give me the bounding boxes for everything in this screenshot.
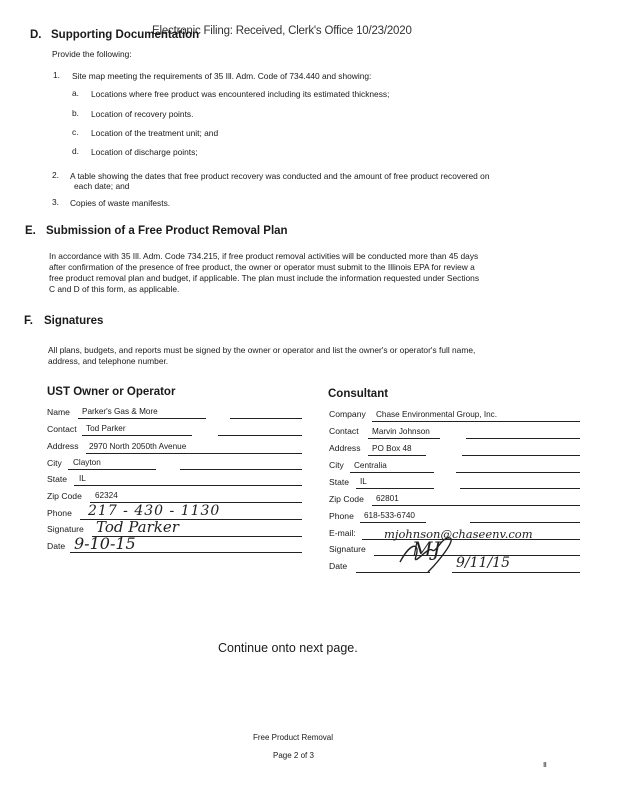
consultant-state-label: State — [329, 477, 350, 487]
owner-address-value: 2970 North 2050th Avenue — [89, 442, 187, 451]
section-e-title: Submission of a Free Product Removal Plan — [46, 225, 288, 237]
d-item-2-number: 2. — [52, 170, 59, 180]
section-d-letter: D. — [30, 29, 42, 41]
section-f-line-2: address, and telephone number. — [48, 356, 169, 366]
owner-phone-value: 217 - 430 - 1130 — [88, 503, 221, 519]
owner-date-line — [70, 552, 302, 553]
owner-heading: UST Owner or Operator — [47, 386, 176, 398]
owner-state-value: IL — [79, 474, 86, 483]
footer-scan-mark: III — [543, 762, 546, 769]
consultant-email-line — [362, 539, 580, 540]
owner-date-value: 9-10-15 — [74, 534, 136, 553]
section-f-line-1: All plans, budgets, and reports must be signed by the owner or operator and list the owner's or operator's full name, — [48, 345, 476, 355]
section-e-line-1: In accordance with 35 Ill. Adm. Code 734.215, if free product removal activities will be conducted more than 45 days — [49, 251, 479, 261]
consultant-contact-line-ext — [466, 438, 580, 439]
owner-state-line — [74, 485, 302, 486]
owner-city-label: City — [47, 458, 62, 468]
consultant-signature-label: Signature — [329, 544, 366, 554]
consultant-email-label: E-mail: — [329, 528, 356, 538]
d-item-2-text: A table showing the dates that free product recovery was conducted and the amount of free product recovered on — [70, 171, 490, 181]
consultant-address-line — [368, 455, 426, 456]
consultant-phone-line — [360, 522, 426, 523]
owner-name-line-ext — [230, 418, 302, 419]
consultant-contact-label: Contact — [329, 426, 359, 436]
consultant-phone-line-ext — [470, 522, 580, 523]
owner-contact-line — [82, 435, 192, 436]
footer-form-name: Free Product Removal — [253, 733, 334, 742]
d-item-2-text-cont: each date; and — [74, 181, 130, 191]
owner-state-label: State — [47, 474, 68, 484]
consultant-date-line — [356, 572, 430, 573]
consultant-contact-value: Marvin Johnson — [372, 427, 430, 436]
consultant-city-line-ext — [456, 472, 580, 473]
section-f-letter: F. — [24, 315, 33, 327]
consultant-company-label: Company — [329, 409, 366, 419]
section-d-title: Supporting Documentation — [51, 29, 200, 41]
owner-signature-label: Signature — [47, 524, 84, 534]
d-subitem-a-letter: a. — [72, 88, 79, 98]
owner-phone-label: Phone — [47, 508, 72, 518]
consultant-state-value: IL — [360, 477, 367, 486]
d-item-3-number: 3. — [52, 197, 59, 207]
consultant-company-value: Chase Environmental Group, Inc. — [376, 410, 498, 419]
owner-address-line — [86, 453, 302, 454]
d-subitem-c-text: Location of the treatment unit; and — [91, 128, 219, 138]
section-e-line-3: free product removal plan and budget, if applicable. The plan must include the information requested under Sections — [49, 273, 480, 283]
consultant-state-line-ext — [460, 488, 580, 489]
consultant-city-value: Centralia — [354, 461, 387, 470]
consultant-date-label: Date — [329, 561, 348, 571]
d-subitem-a-text: Locations where free product was encountered including its estimated thickness; — [91, 89, 390, 99]
owner-contact-label: Contact — [47, 424, 77, 434]
consultant-zip-line — [372, 505, 580, 506]
consultant-signature-value: MJ — [412, 537, 441, 561]
owner-zip-label: Zip Code — [47, 491, 82, 501]
owner-name-value: Parker's Gas & More — [82, 407, 158, 416]
owner-contact-line-ext — [218, 435, 302, 436]
d-subitem-b-text: Location of recovery points. — [91, 109, 194, 119]
consultant-city-label: City — [329, 460, 344, 470]
owner-city-value: Clayton — [73, 458, 101, 467]
owner-name-line — [78, 418, 206, 419]
d-subitem-b-letter: b. — [72, 108, 79, 118]
owner-name-label: Name — [47, 407, 70, 417]
consultant-date-value: 9/11/15 — [456, 555, 510, 571]
owner-address-label: Address — [47, 441, 79, 451]
consultant-address-label: Address — [329, 443, 361, 453]
consultant-date-line-ext — [452, 572, 580, 573]
owner-city-line-ext — [180, 469, 302, 470]
consultant-email-value: mjohnson@chaseenv.com — [384, 527, 533, 541]
consultant-state-line — [356, 488, 434, 489]
d-subitem-d-letter: d. — [72, 146, 79, 156]
consultant-heading: Consultant — [328, 388, 389, 400]
consultant-phone-label: Phone — [329, 511, 354, 521]
d-item-3-text: Copies of waste manifests. — [70, 198, 171, 208]
section-e-line-4: C and D of this form, as applicable. — [49, 284, 180, 294]
owner-zip-value: 62324 — [95, 491, 118, 500]
section-e-letter: E. — [25, 225, 36, 237]
owner-city-line — [68, 469, 156, 470]
d-subitem-c-letter: c. — [72, 127, 79, 137]
consultant-city-line — [350, 472, 434, 473]
consultant-address-value: PO Box 48 — [372, 444, 412, 453]
section-f-title: Signatures — [44, 315, 104, 327]
section-e-line-2: after confirmation of the presence of free product, the owner or operator must submit to the Illinois EPA for review a — [49, 262, 475, 272]
consultant-zip-value: 62801 — [376, 494, 399, 503]
consultant-contact-line — [368, 438, 440, 439]
section-d-intro: Provide the following: — [52, 49, 132, 59]
consultant-company-line — [372, 421, 580, 422]
consultant-address-line-ext — [462, 455, 580, 456]
owner-contact-value: Tod Parker — [86, 424, 126, 433]
consultant-zip-label: Zip Code — [329, 494, 364, 504]
d-item-1-number: 1. — [53, 70, 60, 80]
owner-signature-value: Tod Parker — [96, 518, 179, 536]
filing-stamp: Electronic Filing: Received, Clerk's Office 10/23/2020 — [152, 25, 412, 37]
d-subitem-d-text: Location of discharge points; — [91, 147, 198, 157]
footer-page-number: Page 2 of 3 — [273, 751, 314, 760]
d-item-1-text: Site map meeting the requirements of 35 Ill. Adm. Code of 734.440 and showing: — [72, 71, 372, 81]
owner-date-label: Date — [47, 541, 66, 551]
consultant-phone-value: 618-533-6740 — [364, 511, 415, 520]
continue-note: Continue onto next page. — [218, 641, 358, 655]
